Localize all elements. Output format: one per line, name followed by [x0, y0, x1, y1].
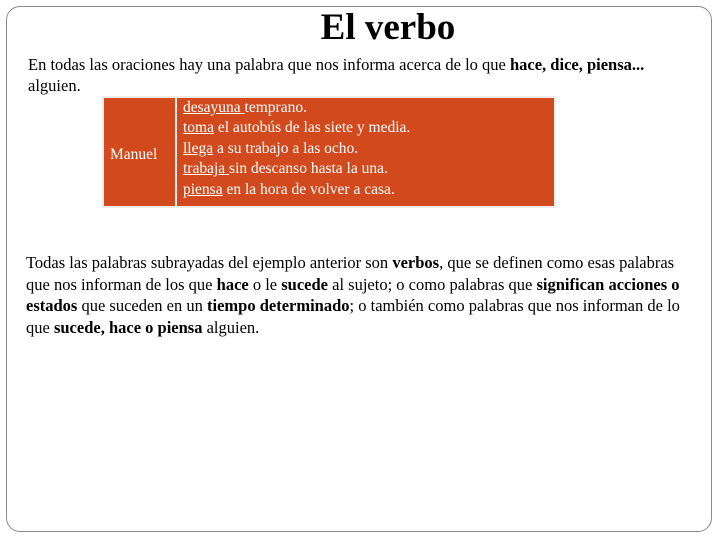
example-verb: llega — [183, 139, 214, 157]
slide-title: El verbo — [320, 7, 456, 48]
intro-paragraph: En todas las oraciones hay una palabra que nos informa acerca de lo que hace, dice, piensa... alguien. — [28, 55, 645, 95]
example-lines — [183, 98, 410, 200]
definition-paragraph: Todas las palabras subrayadas del ejemplo anterior son verbos, que se definen como esas palabras que nos informan de los que hace o le sucede al sujeto; o como palabras que significan acciones o estados que suceden en un tiempo determinado; o también como palabras que nos informan de lo que sucede, hace o piensa alguien. — [26, 253, 680, 337]
example-line: toma el autobús de las siete y media. — [183, 119, 411, 137]
example-verb: trabaja — [183, 160, 230, 178]
example-box — [102, 96, 556, 208]
example-divider — [175, 98, 177, 206]
example-verb: piensa — [183, 180, 223, 198]
example-line: piensa en la hora de volver a casa. — [183, 180, 395, 198]
example-line: desayuna temprano. — [183, 99, 307, 116]
example-subject: Manuel — [110, 146, 158, 163]
example-line: trabaja sin descanso hasta la una. — [183, 160, 388, 178]
example-verb: desayuna — [183, 99, 245, 116]
example-line: llega a su trabajo a las ocho. — [183, 139, 359, 157]
example-verb: toma — [183, 119, 214, 137]
